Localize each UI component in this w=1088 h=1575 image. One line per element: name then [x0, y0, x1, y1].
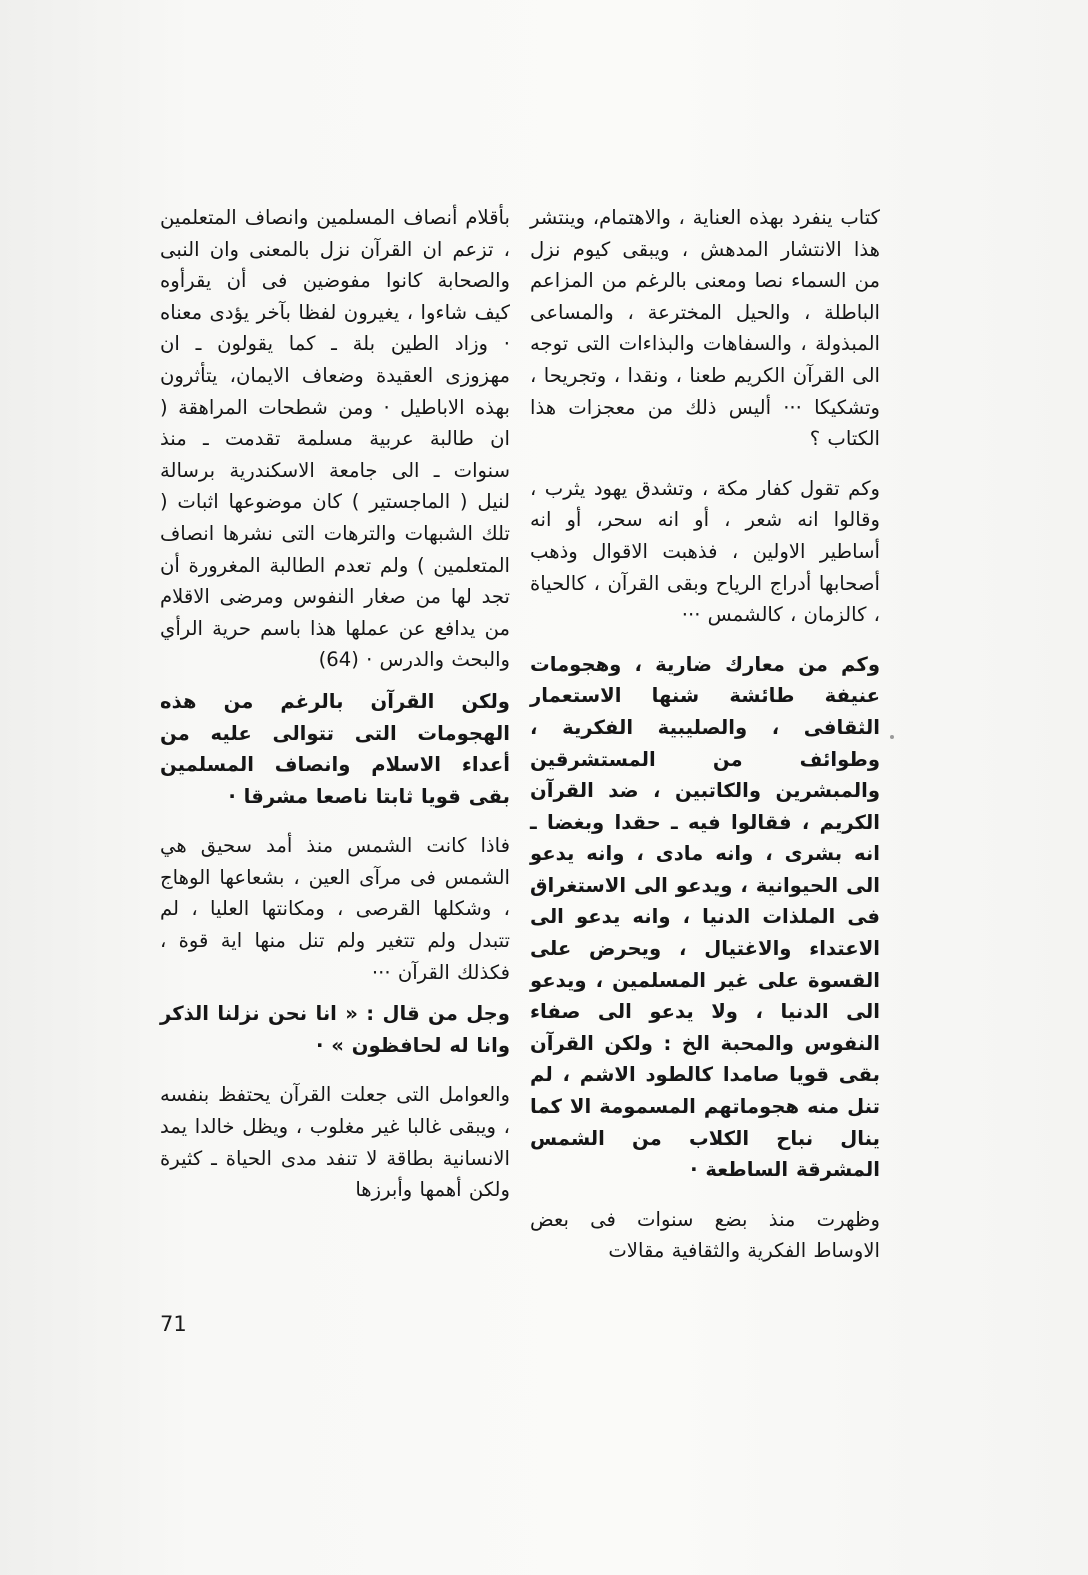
paragraph: وكم تقول كفار مكة ، وتشدق يهود يثرب ، وقالوا انه شعر ، أو انه سحر، أو انه أساطير الاولين ، فذهبت الاقوال وذهب أصحابها أدراج الرياح وبقى القرآن ، كالحياة ، كالزمان ، كالشمس ···	[530, 476, 880, 627]
right-text-column	[530, 202, 880, 1267]
quran-quote-paragraph: وجل من قال : « انا نحن نزلنا الذكر وانا له لحافظون » ·	[160, 1002, 510, 1057]
paragraph: فاذا كانت الشمس منذ أمد سحيق هي الشمس فى مرآى العين ، بشعاعها الوهاج ، وشكلها القرصى ، ومكانتها العليا ، لم تتبدل ولم تتغير ولم تنل منها اية قوة ، فكذلك القرآن ···	[160, 834, 510, 984]
paragraph: وكم من معارك ضارية ، وهجومات عنيفة طائشة شنها الاستعمار الثقافى ، والصليبية الفكرية ، وطوائف من المستشرقين والمبشرين والكاتبين ، ضد القرآن الكريم ، فقالوا فيه ـ حقدا وبغضا ـ انه بشرى ، وانه مادى ، وانه يدعو الى الحيوانية ، ويدعو الى الاستغراق فى الملذات الدنيا ، وانه يدعو الى الاعتداء والاغتيال ، ويحرض على القسوة على غير المسلمين ، ويدعو الى الدنيا ، ولا يدعو الى صفاء النفوس والمحبة الخ : ولكن القرآن بقى قويا صامدا كالطود الاشم ، لم تنل منه هجوماتهم المسمومة الا كما ينال نباح الكلاب من الشمس المشرقة الساطعة ·	[530, 652, 880, 1182]
paragraph: والعوامل التى جعلت القرآن يحتفظ بنفسه ، ويبقى غالبا غير مغلوب ، ويظل خالدا يمد الانسانية بطاقة لا تنفد مدى الحياة ـ كثيرة ولكن أهمها وأبرزها	[160, 1083, 510, 1202]
paragraph: كتاب ينفرد بهذه العناية ، والاهتمام، وينتشر هذا الانتشار المدهش ، ويبقى كيوم نزل من السماء نصا ومعنى بالرغم من المزاعم الباطلة ، والحيل المخترعة ، والمساعى المبذولة ، والسفاهات والبذاءات التى توجه الى القرآن الكريم طعنا ، ونقدا ، وتجريحا ، وتشكيكا ··· أليس ذلك من معجزات هذا الكتاب ؟	[530, 206, 880, 451]
paragraph: بأقلام أنصاف المسلمين وانصاف المتعلمين ، تزعم ان القرآن نزل بالمعنى وان النبى والصحابة كانوا مفوضين فى أن يقرأوه كيف شاءوا ، يغيرون لفظا بآخر يؤدى معناه · وزاد الطين بلة ـ كما يقولون ـ ان مهزوزى العقيدة وضعاف الايمان، يتأثرون بهذه الاباطيل · ومن شطحات المراهقة ( ان طالبة عربية مسلمة تقدمت ـ منذ سنوات ـ الى جامعة الاسكندرية برسالة لنيل ( الماجستير ) كان موضوعها اثبات ( تلك الشبهات والترهات التى نشرها انصاف المتعلمين ) ولم تعدم الطالبة المغرورة أن تجد لها من صغار النفوس ومرضى الاقلام من يدافع عن عملها هذا باسم حرية الرأي والبحث والدرس · (64)	[160, 206, 510, 672]
paragraph: ولكن القرآن بالرغم من هذه الهجومات التى تتوالى عليه من أعداء الاسلام وانصاف المسلمين بقى قويا ثابتا ناصعا مشرقا ·	[160, 689, 510, 808]
left-text-column	[160, 202, 510, 1206]
page-number: 71	[160, 1312, 187, 1336]
paragraph: وظهرت منذ بضع سنوات فى بعض الاوساط الفكرية والثقافية مقالات	[530, 1207, 880, 1263]
scan-speck	[890, 735, 894, 739]
